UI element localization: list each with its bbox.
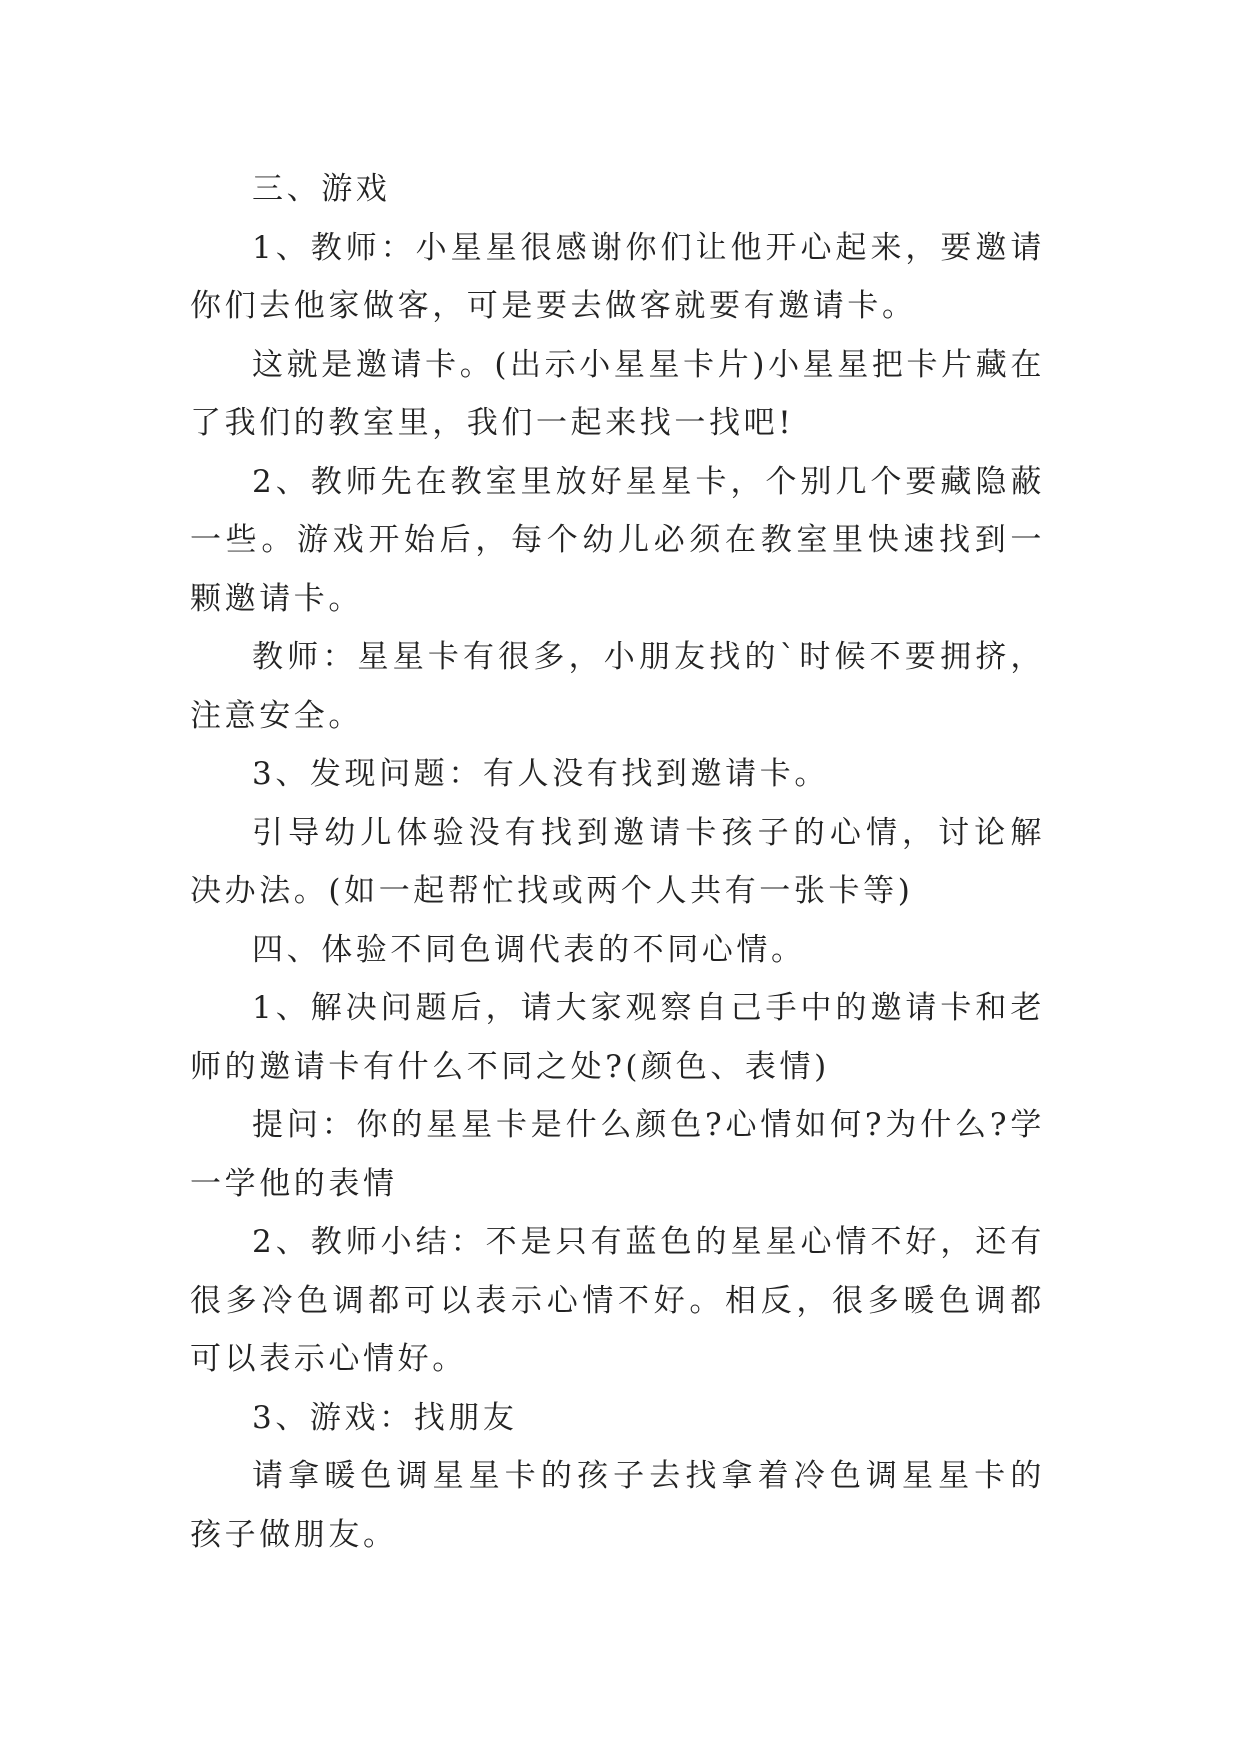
- paragraph: 请拿暖色调星星卡的孩子去找拿着冷色调星星卡的孩子做朋友。: [190, 1458, 1045, 1553]
- paragraph: 这就是邀请卡。(出示小星星卡片)小星星把卡片藏在了我们的教室里，我们一起来找一找吧!: [190, 346, 1045, 441]
- paragraph: 1、解决问题后，请大家观察自己手中的邀请卡和老师的邀请卡有什么不同之处?(颜色、表情): [190, 990, 1045, 1085]
- section-heading-experience: 四、体验不同色调代表的不同心情。: [252, 931, 806, 968]
- paragraph: 2、教师小结：不是只有蓝色的星星心情不好，还有很多冷色调都可以表示心情不好。相反，很多暖色调都可以表示心情好。: [190, 1224, 1045, 1377]
- document-body: [190, 160, 1045, 1564]
- paragraph: 2、教师先在教室里放好星星卡，个别几个要藏隐蔽一些。游戏开始后，每个幼儿必须在教室里快速找到一颗邀请卡。: [190, 463, 1045, 617]
- paragraph: 1、教师：小星星很感谢你们让他开心起来，要邀请你们去他家做客，可是要去做客就要有邀请卡。: [190, 229, 1045, 324]
- paragraph: 3、游戏：找朋友: [252, 1399, 518, 1436]
- paragraph: 3、发现问题：有人没有找到邀请卡。: [252, 756, 829, 792]
- section-heading-game: 三、游戏: [252, 171, 391, 207]
- paragraph: 提问：你的星星卡是什么颜色?心情如何?为什么?学一学他的表情: [190, 1107, 1045, 1202]
- paragraph: 引导幼儿体验没有找到邀请卡孩子的心情，讨论解决办法。(如一起帮忙找或两个人共有一张卡等): [190, 814, 1045, 909]
- paragraph: 教师：星星卡有很多，小朋友找的`时候不要拥挤，注意安全。: [190, 639, 1045, 734]
